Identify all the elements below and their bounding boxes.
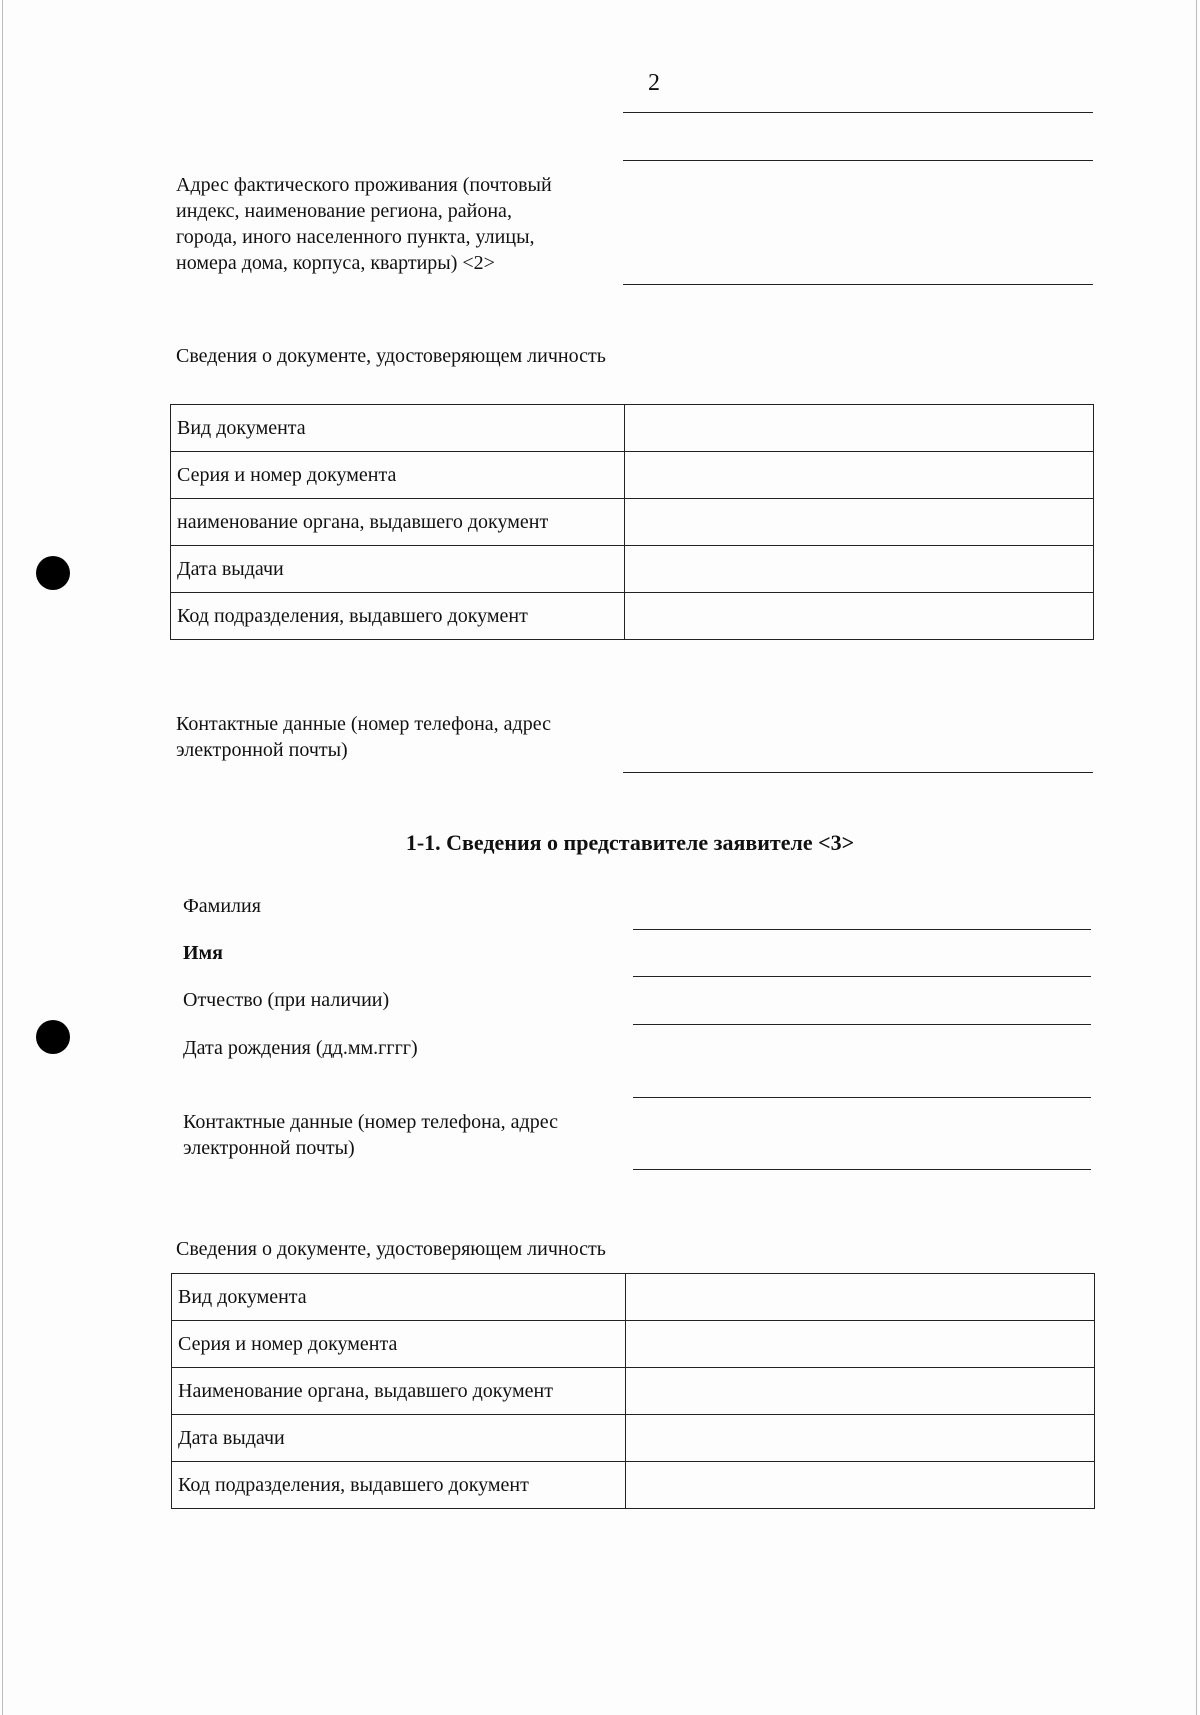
row-label: Серия и номер документа (172, 1321, 626, 1368)
representative-id-doc-table (171, 1273, 1095, 1509)
table-row (172, 1321, 1095, 1368)
row-label: Серия и номер документа (171, 452, 625, 499)
row-label: Код подразделения, выдавшего документ (172, 1462, 626, 1509)
page-number: 2 (648, 70, 660, 96)
surname-answer-line[interactable] (633, 929, 1091, 930)
row-value-field[interactable] (625, 499, 1094, 546)
applicant-id-doc-table (170, 404, 1094, 640)
field-label-name: Имя (183, 942, 223, 964)
row-value-field[interactable] (626, 1415, 1095, 1462)
row-value-field[interactable] (625, 546, 1094, 593)
address-label: Адрес фактического проживания (почтовый индекс, наименование региона, района, города, иного населенного пункта, улицы, номера дома, корпуса, квартиры) <2> (176, 174, 552, 274)
birthdate-answer-line[interactable] (633, 1097, 1091, 1098)
row-value-field[interactable] (626, 1462, 1095, 1509)
applicant-contact-label: Контактные данные (номер телефона, адрес электронной почты) (176, 713, 551, 761)
row-value-field[interactable] (626, 1321, 1095, 1368)
representative-contact-answer-line[interactable] (633, 1169, 1091, 1170)
table-row (171, 546, 1094, 593)
table-row (172, 1415, 1095, 1462)
table-row (171, 405, 1094, 452)
punch-hole-bottom (36, 1020, 70, 1054)
address-answer-line[interactable] (623, 284, 1093, 285)
applicant-contact-answer-line[interactable] (623, 772, 1093, 773)
row-value-field[interactable] (625, 593, 1094, 640)
punch-hole-top (36, 556, 70, 590)
field-label-birthdate: Дата рождения (дд.мм.гггг) (183, 1037, 418, 1059)
table-row (171, 499, 1094, 546)
row-value-field[interactable] (626, 1274, 1095, 1321)
id-doc-section-title: Сведения о документе, удостоверяющем личность (176, 345, 606, 367)
row-label: Код подразделения, выдавшего документ (171, 593, 625, 640)
row-label: Наименование органа, выдавшего документ (172, 1368, 626, 1415)
table-row (171, 452, 1094, 499)
row-value-field[interactable] (626, 1368, 1095, 1415)
representative-section-heading: 1-1. Сведения о представителе заявителе <3> (405, 830, 855, 855)
scan-edge-line-right (1196, 0, 1197, 1715)
table-row (172, 1274, 1095, 1321)
row-value-field[interactable] (625, 452, 1094, 499)
row-label: Вид документа (171, 405, 625, 452)
field-label-patronymic: Отчество (при наличии) (183, 989, 390, 1011)
representative-contact-label: Контактные данные (номер телефона, адрес электронной почты) (183, 1111, 558, 1159)
table-row (172, 1368, 1095, 1415)
row-label: Дата выдачи (172, 1415, 626, 1462)
patronymic-answer-line[interactable] (633, 1024, 1091, 1025)
row-label: наименование органа, выдавшего документ (171, 499, 625, 546)
field-label-surname: Фамилия (183, 895, 261, 917)
table-row (172, 1462, 1095, 1509)
row-value-field[interactable] (625, 405, 1094, 452)
answer-line[interactable] (623, 160, 1093, 161)
name-answer-line[interactable] (633, 976, 1091, 977)
answer-line[interactable] (623, 112, 1093, 113)
table-row (171, 593, 1094, 640)
row-label: Дата выдачи (171, 546, 625, 593)
scan-edge-line (2, 0, 3, 1715)
representative-id-doc-section-title: Сведения о документе, удостоверяющем личность (176, 1238, 606, 1260)
row-label: Вид документа (172, 1274, 626, 1321)
